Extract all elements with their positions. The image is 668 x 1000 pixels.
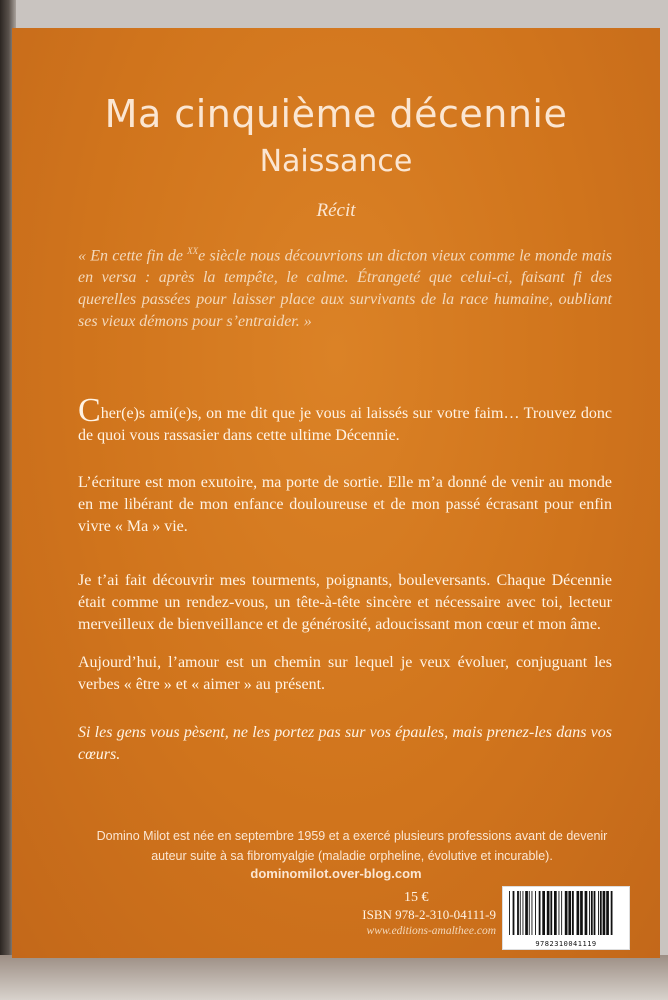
blurb-paragraph-5: Si les gens vous pèsent, ne les portez pas sur vos épaules, mais prenez-les dans vos cœurs.	[78, 724, 612, 763]
barcode-bar	[594, 891, 596, 935]
blurb-paragraph-1-text: her(e)s ami(e)s, on me dit que je vous ai laissés sur votre faim… Trouvez donc de quoi vous rassasier dans cette ultime Décennie.	[78, 405, 612, 444]
barcode-bar	[606, 891, 609, 935]
barcode-bar	[547, 891, 550, 935]
barcode-bar	[517, 891, 519, 935]
barcode-bar	[568, 891, 571, 935]
book-back-cover	[12, 28, 660, 958]
background-surface-bottom	[0, 955, 668, 1000]
barcode-bar	[520, 891, 521, 935]
barcode-bar	[523, 891, 524, 935]
barcode-bar	[600, 891, 602, 935]
book-genre: Récit	[316, 200, 356, 221]
barcode-bar	[598, 891, 599, 935]
barcode-digits: 9782310041119	[535, 940, 597, 948]
barcode-bar	[554, 891, 557, 935]
book-title: Ma cinquième décennie	[104, 92, 568, 136]
barcode-bar	[589, 891, 590, 935]
barcode-bar	[577, 891, 580, 935]
barcode	[502, 886, 630, 950]
barcode-bar	[580, 891, 583, 935]
barcode-bar	[525, 891, 528, 935]
barcode-bar	[559, 891, 560, 935]
barcode-bar	[509, 891, 510, 935]
drop-cap: C	[78, 392, 101, 429]
blurb-paragraph-3: Je t’ai fait découvrir mes tourments, poignants, bouleversants. Chaque Décennie était comme un rendez-vous, un tête-à-tête sincère et nécessaire avec toi, lecteur merveilleux de bienveillance et de générosité, adoucissant mon cœur et mon âme.	[78, 572, 612, 633]
barcode-bar	[585, 891, 588, 935]
barcode-bar	[532, 891, 533, 935]
barcode-bar	[539, 891, 541, 935]
barcode-bar	[565, 891, 568, 935]
publisher-website: www.editions-amalthee.com	[366, 925, 496, 937]
quote-century: XX	[187, 246, 199, 256]
quote-rest: e siècle nous découvrions un dicton vieux comme le monde mais en versa : après la tempête, le calme. Étrangeté que celui-ci, faisant fi des querelles passées pour laisser place aux survivants de la race humaine, oubliant ses vieux démons pour s’entraider. »	[78, 247, 613, 331]
isbn-label: ISBN 978-2-310-04111-9	[362, 907, 496, 922]
quote-start: « En cette fin de	[78, 247, 188, 265]
barcode-bar	[561, 891, 562, 935]
barcode-bar	[611, 891, 613, 935]
barcode-bar	[572, 891, 574, 935]
price-label: 15 €	[404, 890, 429, 905]
barcode-bars	[503, 887, 629, 937]
book-subtitle: Naissance	[259, 144, 413, 179]
barcode-bar	[529, 891, 530, 935]
blurb-paragraph-2: L’écriture est mon exutoire, ma porte de sortie. Elle m’a donné de venir au monde en me libérant de mon enfance douloureuse et de mon passé écrasant pour enfin vivre « Ma » vie.	[78, 474, 612, 535]
barcode-bar	[603, 891, 606, 935]
barcode-bar	[535, 891, 536, 935]
author-blog-link: dominomilot.over-blog.com	[250, 866, 422, 881]
barcode-bar	[513, 891, 515, 935]
barcode-bar	[542, 891, 545, 935]
author-bio: Domino Milot est née en septembre 1959 et a exercé plusieurs professions avant de devenir auteur suite à sa fibromyalgie (maladie orpheline, évolutive et incurable).	[96, 829, 608, 863]
blurb-paragraph-1	[78, 392, 612, 447]
barcode-bar	[550, 891, 552, 935]
blurb-paragraph-4: Aujourd’hui, l’amour est un chemin sur lequel je veux évoluer, conjuguant les verbes « être » et « aimer » au présent.	[78, 654, 612, 693]
epigraph-quote	[78, 240, 612, 333]
barcode-bar	[591, 891, 593, 935]
